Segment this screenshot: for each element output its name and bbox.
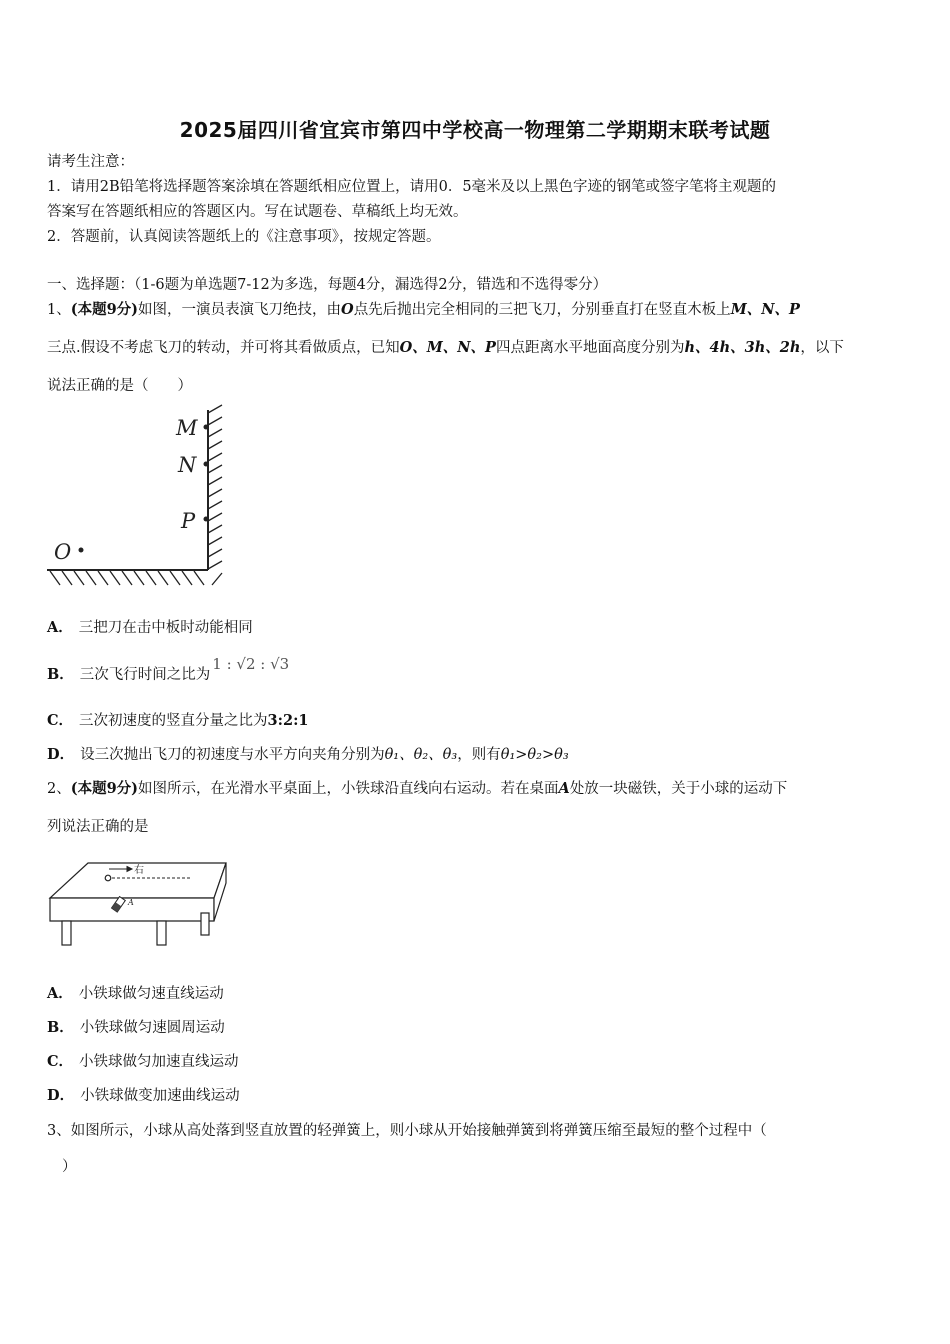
option-text: 小铁球做匀速圆周运动 bbox=[79, 1020, 225, 1036]
option-letter: D． bbox=[47, 1087, 75, 1104]
q1-points-omnp: O、M、N、P bbox=[399, 339, 496, 356]
q2-option-d bbox=[47, 1086, 240, 1106]
q1-point-o: O bbox=[341, 301, 354, 318]
label-o: O bbox=[54, 540, 72, 564]
table-leg bbox=[201, 913, 209, 935]
iron-ball bbox=[105, 875, 111, 881]
q1-heights: h、4h、3h、2h bbox=[684, 339, 801, 356]
option-letter: B． bbox=[47, 666, 74, 683]
q3-line-1: 3、如图所示，小球从高处落到竖直放置的轻弹簧上，则小球从开始接触弹簧到将弹簧压缩至最短的整个过程中（ bbox=[47, 1123, 767, 1139]
q1-line-2 bbox=[47, 338, 844, 358]
option-text: 三次初速度的竖直分量之比为 bbox=[79, 713, 268, 729]
q2-text: 如图所示，在光滑水平桌面上，小铁球沿直线向右运动。若在桌面 bbox=[138, 781, 559, 797]
option-letter: A． bbox=[47, 619, 73, 636]
q2-option-a bbox=[47, 984, 224, 1004]
label-p: P bbox=[181, 509, 196, 533]
option-text: 三次飞行时间之比为 bbox=[79, 667, 211, 683]
option-text: 三把刀在击中板时动能相同 bbox=[78, 620, 253, 636]
q1-points-mnp: M、N、P bbox=[730, 301, 800, 318]
table-leg bbox=[62, 921, 71, 945]
option-letter: D． bbox=[47, 746, 75, 763]
q2-number: 2、 bbox=[47, 781, 71, 797]
notice-line-2: 2．答题前，认真阅读答题纸上的《注意事项》，按规定答题。 bbox=[47, 229, 441, 245]
label-n: N bbox=[178, 453, 197, 477]
ground-hatching bbox=[50, 571, 204, 585]
q1-option-c bbox=[47, 711, 309, 731]
option-text: ，则有 bbox=[457, 747, 501, 763]
ratio-value: 3:2:1 bbox=[267, 712, 309, 729]
q1-number: 1、 bbox=[47, 302, 71, 318]
q2-line-1 bbox=[47, 779, 787, 799]
option-letter: A． bbox=[47, 985, 73, 1002]
magnet-label: A bbox=[128, 898, 134, 907]
option-letter: C． bbox=[47, 1053, 74, 1070]
notice-heading: 请考生注意： bbox=[47, 154, 134, 170]
angle-symbols: θ₁、θ₂、θ₃ bbox=[384, 747, 458, 763]
q1-text: 如图，一演员表演飞刀绝技，由 bbox=[138, 302, 342, 318]
notice-line-1b: 答案写在答题纸相应的答题区内。写在试题卷、草稿纸上均无效。 bbox=[47, 204, 468, 220]
q2-point-a: A bbox=[558, 780, 570, 797]
table-leg bbox=[157, 921, 166, 945]
q1-text: 三点.假设不考虑飞刀的转动，并可将其看做质点，已知 bbox=[47, 340, 400, 356]
direction-label: 右 bbox=[134, 865, 144, 876]
label-m: M bbox=[176, 416, 198, 440]
point-m-dot bbox=[204, 425, 209, 430]
point-p-dot bbox=[204, 517, 209, 522]
q2-option-c bbox=[47, 1052, 239, 1072]
wall-hatching bbox=[208, 405, 222, 585]
page-title: 2025届四川省宜宾市第四中学校高一物理第二学期期末联考试题 bbox=[179, 118, 771, 142]
point-n-dot bbox=[204, 462, 209, 467]
ratio-formula: 1 : √2 : √3 bbox=[212, 655, 290, 673]
q1-text: ，以下 bbox=[800, 340, 844, 356]
q1-line-3: 说法正确的是（ ） bbox=[47, 378, 192, 394]
option-text: 设三次抛出飞刀的初速度与水平方向夹角分别为 bbox=[80, 747, 385, 763]
q1-line-1 bbox=[47, 300, 800, 320]
angle-relation: θ₁>θ₂>θ₃ bbox=[500, 747, 569, 763]
q1-tag: (本题9分) bbox=[70, 301, 139, 318]
section-heading: 一、选择题：（1-6题为单选题7-12为多选，每题4分，漏选得2分，错选和不选得零分） bbox=[47, 277, 608, 293]
q2-figure bbox=[46, 858, 231, 950]
q1-text: 点先后抛出完全相同的三把飞刀，分别垂直打在竖直木板上 bbox=[353, 302, 731, 318]
q1-option-b bbox=[47, 655, 290, 685]
option-text: 小铁球做匀加速直线运动 bbox=[79, 1054, 239, 1070]
q2-text: 处放一块磁铁，关于小球的运动下 bbox=[569, 781, 788, 797]
q2-option-b bbox=[47, 1018, 225, 1038]
notice-line-1a: 1．请用2B铅笔将选择题答案涂填在答题纸相应位置上，请用0．5毫米及以上黑色字迹的钢笔或签字笔将主观题的 bbox=[47, 179, 777, 195]
option-text: 小铁球做变加速曲线运动 bbox=[80, 1088, 240, 1104]
q1-option-a bbox=[47, 618, 253, 638]
q3-line-2: ） bbox=[62, 1159, 77, 1175]
q2-tag: (本题9分) bbox=[70, 780, 139, 797]
option-letter: B． bbox=[47, 1019, 74, 1036]
q1-text: 四点距离水平地面高度分别为 bbox=[495, 340, 685, 356]
q1-figure bbox=[40, 405, 240, 590]
point-o-dot bbox=[79, 548, 84, 553]
q2-line-2: 列说法正确的是 bbox=[47, 819, 149, 835]
option-letter: C． bbox=[47, 712, 74, 729]
option-text: 小铁球做匀速直线运动 bbox=[78, 986, 224, 1002]
q1-option-d bbox=[47, 745, 569, 765]
